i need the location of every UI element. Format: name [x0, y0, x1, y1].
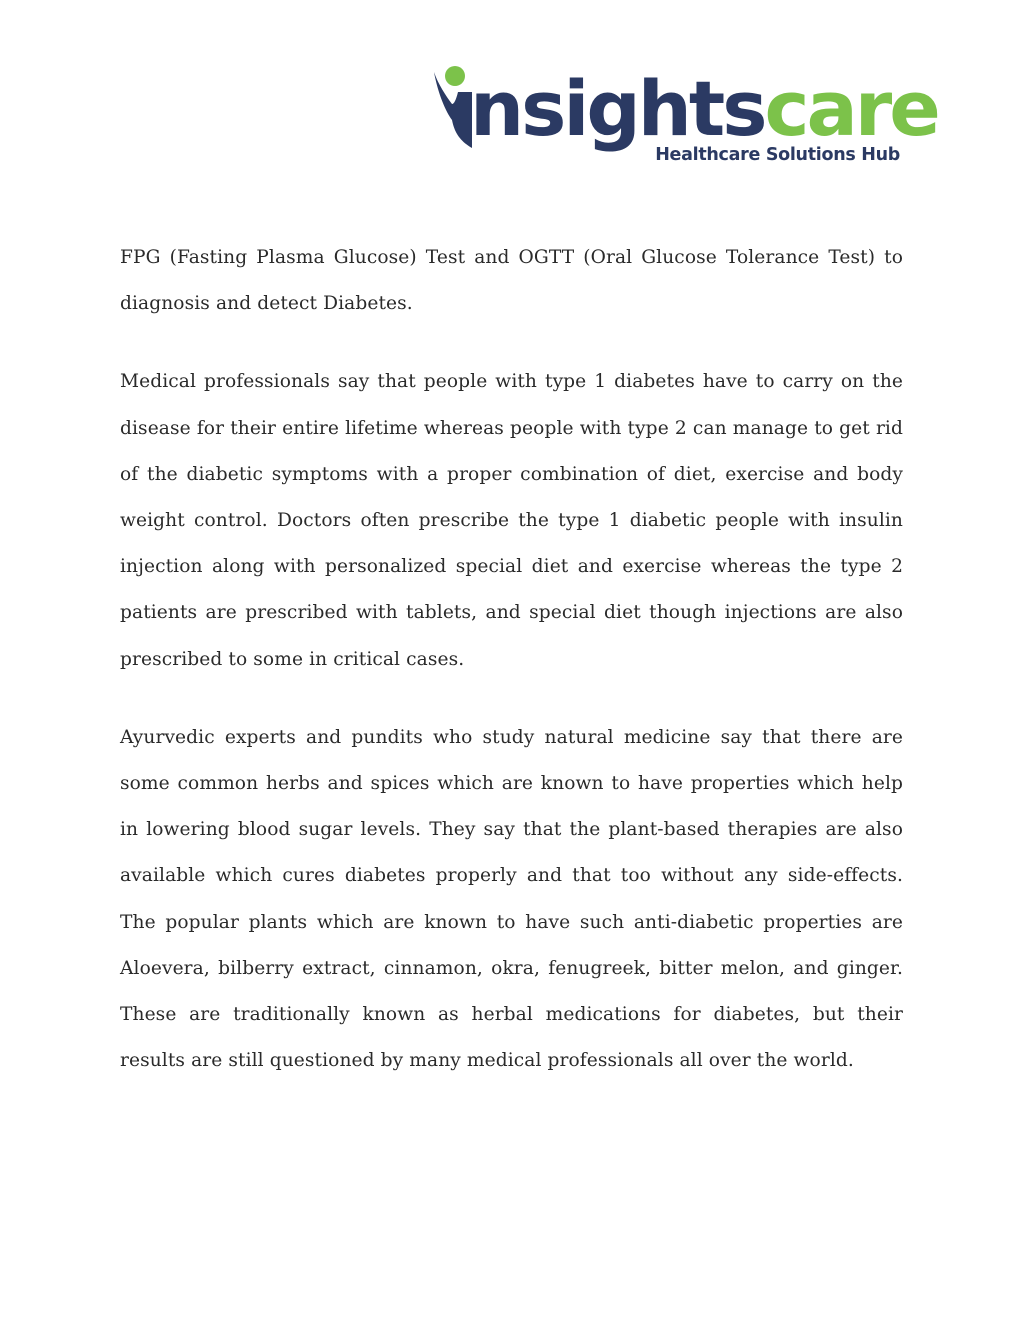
logo-wordmark: [470, 64, 938, 153]
logo-graphic: [432, 60, 938, 170]
paragraph-ayurvedic-herbs: Ayurvedic experts and pundits who study natural medicine say that there are some common herbs and spices which are known to have properties which help in lowering blood sugar levels. They say that the plant-based therapies are also available which cures diabetes properly and that too without any side-effects. The popular plants which are known to have such anti-diabetic properties are Aloevera, bilberry extract, cinnamon, okra, fenugreek, bitter melon, and ginger. These are traditionally known as herbal medications for diabetes, but their results are still questioned by many medical professionals all over the world.: [120, 726, 903, 1072]
insightscare-logo: [432, 60, 938, 170]
person-i-icon: [434, 66, 472, 148]
paragraph-type1-type2: Medical professionals say that people with type 1 diabetes have to carry on the disease for their entire lifetime whereas people with type 2 can manage to get rid of the diabetic symptoms with a proper combination of diet, exercise and body weight control. Doctors often prescribe the type 1 diabetic people with insulin injection along with personalized special diet and exercise whereas the type 2 patients are prescribed with tablets, and special diet though injections are also prescribed to some in critical cases.: [120, 371, 903, 670]
logo-word-care: care: [764, 64, 938, 153]
logo-tagline: Healthcare Solutions Hub: [655, 145, 900, 165]
article-body: [120, 235, 903, 1116]
logo-word-insights: nsights: [470, 64, 765, 153]
paragraph-diagnosis-tests: FPG (Fasting Plasma Glucose) Test and OGTT (Oral Glucose Tolerance Test) to diagnosis and detect Diabetes.: [120, 247, 903, 315]
